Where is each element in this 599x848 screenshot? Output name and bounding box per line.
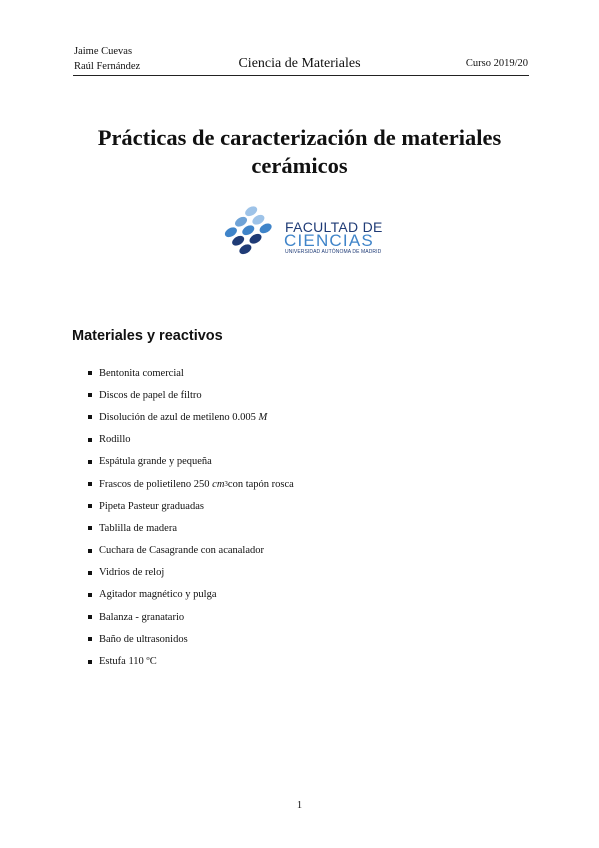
bullet-icon <box>88 393 92 397</box>
bullet-icon <box>88 593 92 597</box>
document-title: Prácticas de caracterización de materiales cerámicos <box>97 125 502 178</box>
list-item: Balanza - granatario <box>88 606 294 628</box>
author-2: Raúl Fernández <box>74 61 141 72</box>
list-item: Frascos de polietileno 250 cm 3 con tapón rosca <box>88 473 294 495</box>
logo-line-3: UNIVERSIDAD AUTÓNOMA DE MADRID <box>285 249 382 255</box>
bullet-icon <box>88 549 92 553</box>
list-item: Rodillo <box>88 429 294 451</box>
materials-list <box>88 362 294 673</box>
list-item: Bentonita comercial <box>88 362 294 384</box>
list-item: Disolución de azul de metileno 0.005 M <box>88 406 294 428</box>
list-item: Tablilla de madera <box>88 517 294 539</box>
bullet-icon <box>88 460 92 464</box>
list-item: Baño de ultrasonidos <box>88 628 294 650</box>
header-divider <box>73 75 529 76</box>
header-course-year: Curso 2019/20 <box>465 58 528 69</box>
section-heading: Materiales y reactivos <box>72 328 223 344</box>
bullet-icon <box>88 415 92 419</box>
list-item: Vidrios de reloj <box>88 562 294 584</box>
bullet-icon <box>88 660 92 664</box>
header-course-title: Ciencia de Materiales <box>238 56 361 71</box>
bullet-icon <box>88 526 92 530</box>
bullet-icon <box>88 615 92 619</box>
bullet-icon <box>88 571 92 575</box>
bullet-icon <box>88 482 92 486</box>
bullet-icon <box>88 637 92 641</box>
list-item: Discos de papel de filtro <box>88 384 294 406</box>
bullet-icon <box>88 504 92 508</box>
list-item: Cuchara de Casagrande con acanalador <box>88 540 294 562</box>
page-number: 1 <box>296 800 303 811</box>
logo-line-2: CIENCIAS <box>284 231 374 250</box>
list-item: Estufa 110 ºC <box>88 650 294 672</box>
bullet-icon <box>88 438 92 442</box>
list-item: Agitador magnético y pulga <box>88 584 294 606</box>
faculty-logo <box>220 205 385 257</box>
list-item: Pipeta Pasteur graduadas <box>88 495 294 517</box>
author-1: Jaime Cuevas <box>74 46 133 57</box>
logo-emblem-icon <box>220 205 282 257</box>
list-item: Espátula grande y pequeña <box>88 451 294 473</box>
logo-line-1: FACULTAD DE <box>285 219 383 235</box>
bullet-icon <box>88 371 92 375</box>
